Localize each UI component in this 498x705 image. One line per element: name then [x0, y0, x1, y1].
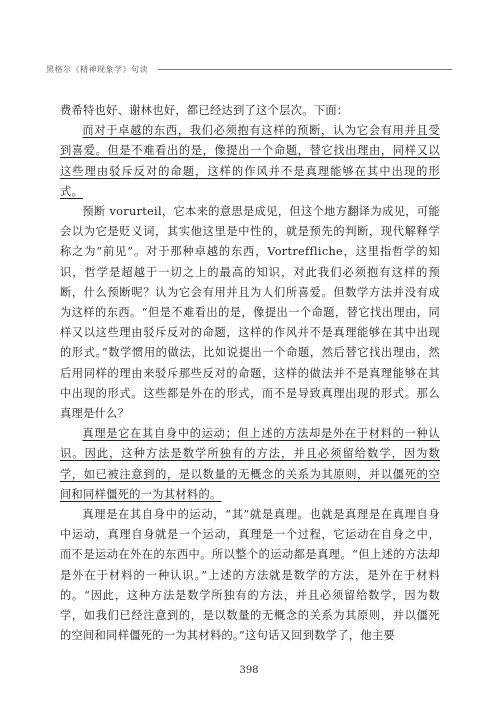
quoted-passage — [60, 121, 440, 202]
quoted-passage-text: 而对于卓越的东西，我们必须抱有这样的预断，认为它会有用并且受到喜爱。但是不难看出的是，像提出一个命题，替它找出理由，同样又以这些理由驳斥反对的命题，这样的作风并不是真理能够在其中出现的形式。 — [60, 124, 440, 198]
page-number: 398 — [239, 665, 259, 676]
running-header-title: 黑格尔《精神现象学》句读 — [46, 64, 148, 74]
commentary-paragraph: 预断 vorurteil，它本来的意思是成见，但这个地方翻译为成见，可能会以为它是贬义词，其实他这里是中性的，就是预先的判断，现代解释学称之为“前见”。对于那种卓越的东西，Vortreffliche，这里指哲学的知识，哲学是超越于一切之上的最高的知识，对此我们必须抱有这样的预断，什么预断呢？认为它会有用并且为人们所喜爱。但数学方法并没有成为这样的东西。“但是不难看出的是，像提出一个命题，替它找出理由，同样又以这些理由驳斥反对的命题，这样的作风并不是真理能够在其中出现的形式。”数学惯用的做法，比如说提出一个命题，然后替它找出理由，然后用同样的理由来驳斥那些反对的命题，这样的做法并不是真理能够在其中出现的形式。这些都是外在的形式，而不是导致真理出现的形式。那么真理是什么？ — [60, 205, 440, 421]
running-header — [46, 62, 452, 76]
paragraph-continuation: 费希特也好、谢林也好，都已经达到了这个层次。下面： — [60, 104, 349, 117]
quoted-passage-text: 真理是它在其自身中的运动；但上述的方法却是外在于材料的一种认识。因此，这种方法是数学所独有的方法，并且必须留给数学，因为数学，如已被注意到的，是以数量的无概念的关系为其原则，并以僵死的空间和同样僵死的一为其材料的。 — [60, 427, 440, 501]
header-rule — [158, 69, 452, 70]
quoted-passage — [60, 424, 440, 505]
commentary-paragraph: 真理是在其自身中的运动，“其”就是真理。也就是真理是在真理自身中运动，真理自身就是一个运动，真理是一个过程，它运动在自身之中，而不是运动在外在的东西中。所以整个的运动都是真理。“但上述的方法却是外在于材料的一种认识。”上述的方法就是数学的方法，是外在于材料的。“因此，这种方法是数学所独有的方法，并且必须留给数学，因为数学，如我们已经注意到的，是以数量的无概念的关系为其原则，并以僵死的空间和同样僵死的一为其材料的。”这句话又回到数学了，他主要 — [60, 508, 440, 643]
body-text — [60, 101, 440, 646]
